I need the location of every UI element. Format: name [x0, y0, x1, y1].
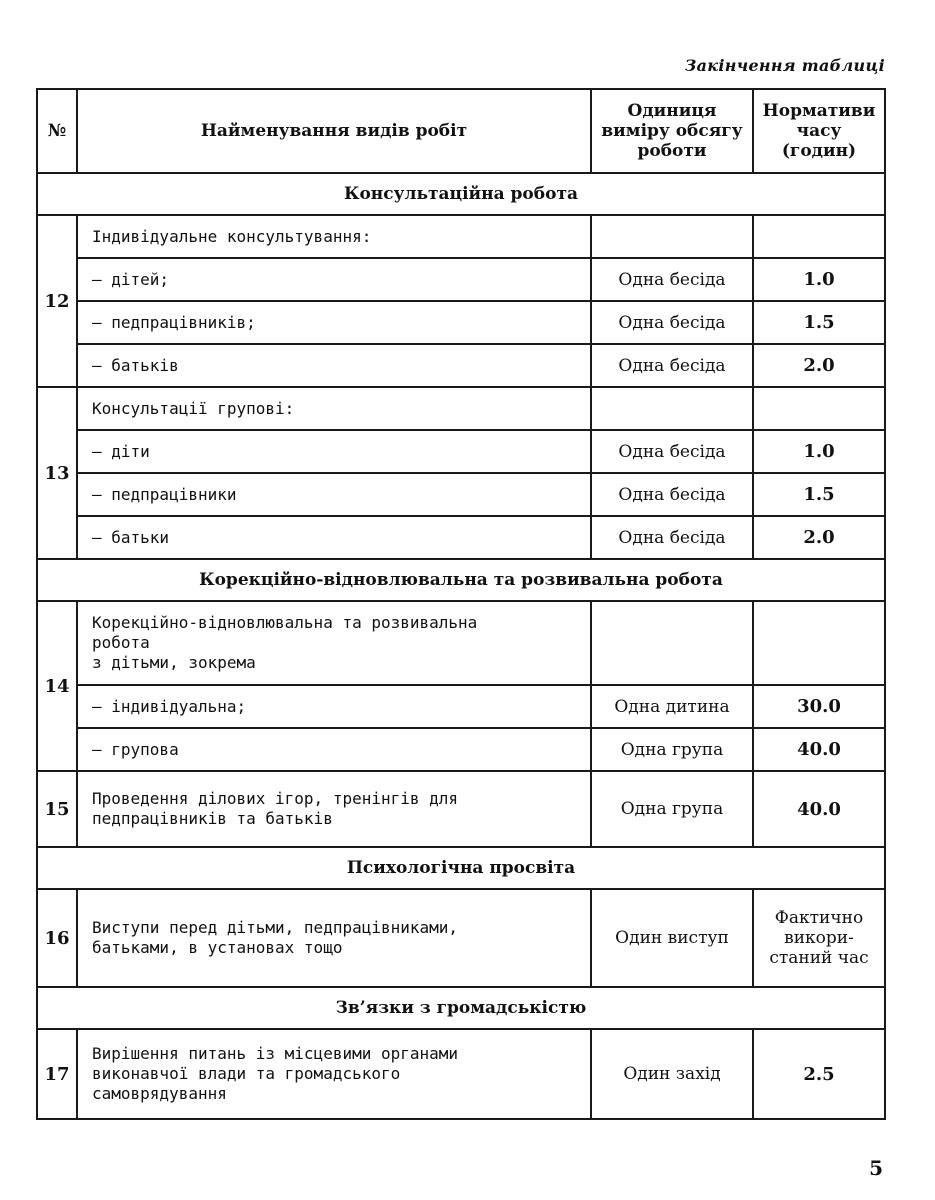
table-row: [37, 516, 885, 559]
section-row: [37, 559, 885, 601]
table-row: [37, 215, 885, 258]
unit-cell: Одна група: [591, 728, 753, 771]
time-cell: 40.0: [753, 728, 885, 771]
unit-cell: Один захід: [591, 1029, 753, 1119]
table-row: [37, 344, 885, 387]
work-name-cell: Виступи перед дітьми, педпрацівниками, батьками, в установах тощо: [77, 889, 591, 987]
section-title: Корекційно-відновлювальна та розвивальна робота: [37, 559, 885, 601]
unit-cell: Одна бесіда: [591, 516, 753, 559]
row-group-title: Консультації групові:: [77, 387, 591, 430]
time-cell: [753, 387, 885, 430]
table-row: [37, 728, 885, 771]
table-row: [37, 430, 885, 473]
page-number: 5: [869, 1156, 883, 1180]
header-work-name: Найменування видів робіт: [77, 89, 591, 173]
unit-cell: Одна бесіда: [591, 301, 753, 344]
table-row: [37, 601, 885, 685]
row-number: 12: [37, 215, 77, 387]
row-group-title: Корекційно-відновлювальна та розвивальна робота з дітьми, зокрема: [77, 601, 591, 685]
time-cell: 2.0: [753, 344, 885, 387]
table-row: [37, 258, 885, 301]
table-row: [37, 1029, 885, 1119]
row-group-title: Індивідуальне консультування:: [77, 215, 591, 258]
time-cell: [753, 601, 885, 685]
header-time-norm: Нормативи часу (годин): [753, 89, 885, 173]
time-cell: 1.5: [753, 301, 885, 344]
section-title: Психологічна просвіта: [37, 847, 885, 889]
work-name-cell: — діти: [77, 430, 591, 473]
time-cell: 30.0: [753, 685, 885, 728]
unit-cell: Одна група: [591, 771, 753, 847]
row-number: 17: [37, 1029, 77, 1119]
time-cell: 1.5: [753, 473, 885, 516]
work-name-cell: Вирішення питань із місцевими органами виконавчої влади та громадського самоврядування: [77, 1029, 591, 1119]
table-row: [37, 301, 885, 344]
section-row: [37, 173, 885, 215]
unit-cell: Одна бесіда: [591, 258, 753, 301]
work-name-cell: — групова: [77, 728, 591, 771]
unit-cell: Одна дитина: [591, 685, 753, 728]
header-number: №: [37, 89, 77, 173]
time-cell: Фактично викори- станий час: [753, 889, 885, 987]
time-cell: 2.5: [753, 1029, 885, 1119]
table-row: [37, 387, 885, 430]
table-row: [37, 685, 885, 728]
time-cell: 40.0: [753, 771, 885, 847]
table-continuation-caption: Закінчення таблиці: [684, 56, 885, 75]
row-number: 15: [37, 771, 77, 847]
unit-cell: [591, 387, 753, 430]
work-name-cell: — батьки: [77, 516, 591, 559]
table-row: [37, 771, 885, 847]
unit-cell: [591, 601, 753, 685]
unit-cell: Одна бесіда: [591, 430, 753, 473]
work-name-cell: — педпрацівників;: [77, 301, 591, 344]
row-number: 14: [37, 601, 77, 771]
table-row: [37, 473, 885, 516]
time-cell: 1.0: [753, 430, 885, 473]
time-cell: [753, 215, 885, 258]
table-header-row: [37, 89, 885, 173]
work-name-cell: — батьків: [77, 344, 591, 387]
table-row: [37, 889, 885, 987]
section-title: Консультаційна робота: [37, 173, 885, 215]
unit-cell: Одна бесіда: [591, 473, 753, 516]
time-cell: 2.0: [753, 516, 885, 559]
time-cell: 1.0: [753, 258, 885, 301]
work-name-cell: Проведення ділових ігор, тренінгів для педпрацівників та батьків: [77, 771, 591, 847]
section-row: [37, 847, 885, 889]
section-row: [37, 987, 885, 1029]
row-number: 16: [37, 889, 77, 987]
section-title: Зв’язки з громадськістю: [37, 987, 885, 1029]
header-unit: Одиниця виміру обсягу роботи: [591, 89, 753, 173]
unit-cell: Одна бесіда: [591, 344, 753, 387]
unit-cell: Один виступ: [591, 889, 753, 987]
row-number: 13: [37, 387, 77, 559]
work-standards-table: [36, 88, 886, 1120]
unit-cell: [591, 215, 753, 258]
work-name-cell: — педпрацівники: [77, 473, 591, 516]
work-name-cell: — індивідуальна;: [77, 685, 591, 728]
work-name-cell: — дітей;: [77, 258, 591, 301]
